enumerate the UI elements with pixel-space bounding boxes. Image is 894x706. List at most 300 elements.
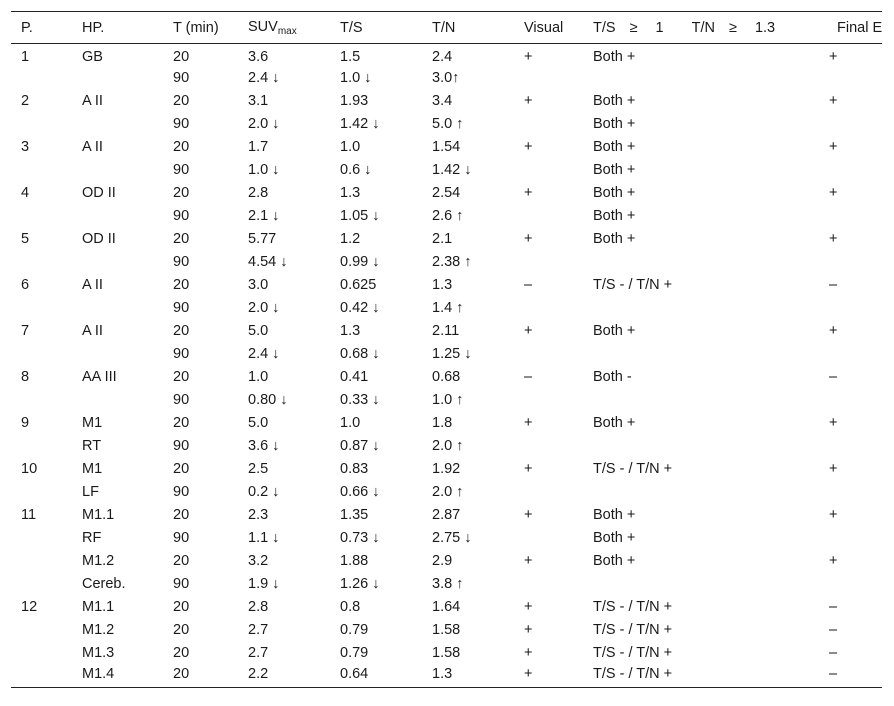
cell-visual — [514, 527, 583, 550]
cell-patient — [11, 343, 72, 366]
cell-criteria: Both + — [593, 231, 636, 247]
cell-criteria — [583, 481, 803, 504]
table-row — [11, 113, 882, 136]
cell-patient — [11, 619, 72, 642]
cell-suvmax: 2.4 ↓ — [248, 70, 280, 86]
cell-final-e — [803, 573, 882, 596]
cell-patient: 9 — [21, 415, 30, 431]
cell-visual: + — [524, 139, 533, 155]
table-row — [11, 550, 882, 573]
criteria-ge-symbol-1: ≥ — [629, 19, 638, 36]
table-row — [11, 389, 882, 412]
cell-patient: 6 — [21, 277, 30, 293]
cell-ts: 0.73 ↓ — [340, 530, 380, 546]
header-suv-main: SUV — [248, 18, 278, 35]
cell-visual: + — [524, 48, 533, 65]
cell-suvmax: 5.77 — [248, 231, 277, 247]
table-row — [11, 67, 882, 90]
cell-criteria: T/S - / T/N + — [593, 461, 673, 477]
cell-tn: 3.4 — [432, 93, 453, 109]
cell-time: 90 — [173, 162, 190, 178]
cell-final-e: – — [829, 277, 838, 293]
cell-ts: 0.6 ↓ — [340, 162, 372, 178]
cell-time: 20 — [173, 48, 190, 65]
cell-patient — [11, 573, 72, 596]
cell-final-e: + — [829, 231, 838, 247]
cell-histopathology: M1.1 — [82, 507, 115, 523]
table-row — [11, 435, 882, 458]
cell-visual — [514, 67, 583, 90]
cell-criteria: Both + — [593, 323, 636, 339]
cell-time: 20 — [173, 599, 190, 615]
cell-time: 20 — [173, 415, 190, 431]
cell-tn: 1.8 — [432, 415, 453, 431]
cell-final-e: – — [829, 622, 838, 638]
cell-histopathology: M1 — [82, 415, 103, 431]
cell-visual — [514, 435, 583, 458]
cell-ts: 0.68 ↓ — [340, 346, 380, 362]
cell-visual: + — [524, 553, 533, 569]
cell-suvmax: 2.3 — [248, 507, 269, 523]
cell-ts: 0.99 ↓ — [340, 254, 380, 270]
cell-histopathology: RT — [82, 438, 102, 454]
cell-final-e: + — [829, 93, 838, 109]
cell-histopathology — [72, 113, 163, 136]
cell-tn: 2.75 ↓ — [432, 530, 472, 546]
cell-histopathology: M1 — [82, 461, 103, 477]
cell-criteria — [583, 251, 803, 274]
header-histopathology: HP. — [72, 12, 163, 44]
cell-tn: 3.0↑ — [432, 70, 460, 86]
cell-histopathology: Cereb. — [82, 576, 126, 592]
cell-criteria — [583, 297, 803, 320]
cell-visual — [514, 573, 583, 596]
table-row — [11, 343, 882, 366]
cell-time: 20 — [173, 323, 190, 339]
cell-ts: 1.35 — [340, 507, 369, 523]
cell-time: 90 — [173, 208, 190, 224]
cell-visual — [514, 343, 583, 366]
cell-ts: 1.26 ↓ — [340, 576, 380, 592]
cell-ts: 1.5 — [340, 48, 361, 65]
criteria-threshold-1: 1 — [655, 19, 664, 36]
cell-tn: 2.87 — [432, 507, 461, 523]
cell-ts: 0.83 — [340, 461, 369, 477]
cell-final-e — [803, 297, 882, 320]
cell-patient: 8 — [21, 369, 30, 385]
cell-tn: 1.42 ↓ — [432, 162, 472, 178]
table-body — [11, 44, 882, 688]
cell-patient: 10 — [21, 461, 38, 477]
table-row — [11, 458, 882, 481]
table-row — [11, 228, 882, 251]
cell-visual — [514, 205, 583, 228]
table-row — [11, 90, 882, 113]
cell-visual: + — [524, 323, 533, 339]
cell-histopathology: M1.4 — [72, 665, 163, 688]
criteria-ge-symbol-2: ≥ — [728, 19, 737, 36]
cell-tn: 1.25 ↓ — [432, 346, 472, 362]
cell-time: 20 — [173, 507, 190, 523]
cell-patient: 7 — [21, 323, 30, 339]
cell-time: 90 — [173, 530, 190, 546]
cell-suvmax: 5.0 — [248, 415, 269, 431]
header-visual: Visual — [514, 12, 583, 44]
cell-visual — [514, 113, 583, 136]
cell-patient — [11, 159, 72, 182]
cell-tn: 1.58 — [432, 622, 461, 638]
cell-time: 90 — [173, 70, 190, 86]
criteria-ts-label: T/S — [593, 19, 616, 36]
cell-criteria: T/S - / T/N + — [593, 622, 673, 638]
cell-patient: 11 — [21, 507, 37, 523]
cell-histopathology: M1.2 — [82, 553, 115, 569]
cell-final-e: + — [829, 553, 838, 569]
cell-histopathology: M1.2 — [82, 622, 115, 638]
cell-final-e — [803, 343, 882, 366]
cell-ts: 0.64 — [330, 665, 422, 688]
cell-ts: 0.79 — [340, 622, 369, 638]
header-row — [11, 12, 882, 44]
cell-suvmax: 3.6 ↓ — [248, 438, 280, 454]
cell-suvmax: 3.2 — [248, 553, 269, 569]
cell-visual — [514, 159, 583, 182]
cell-histopathology — [72, 297, 163, 320]
cell-tn: 0.68 — [432, 369, 461, 385]
cell-tn: 2.38 ↑ — [432, 254, 472, 270]
cell-criteria — [583, 343, 803, 366]
table-row — [11, 182, 882, 205]
cell-visual — [514, 389, 583, 412]
cell-suvmax: 2.7 — [248, 622, 269, 638]
cell-criteria: Both + — [593, 48, 636, 65]
cell-criteria: Both - — [593, 369, 632, 385]
cell-suvmax: 4.54 ↓ — [248, 254, 288, 270]
cell-visual: + — [524, 599, 533, 615]
cell-time: 20 — [163, 665, 238, 688]
cell-ts: 1.0 — [340, 415, 361, 431]
cell-tn: 2.0 ↑ — [432, 438, 464, 454]
cell-suvmax: 3.1 — [248, 93, 269, 109]
cell-visual: + — [524, 231, 533, 247]
cell-patient — [11, 297, 72, 320]
cell-suvmax: 2.8 — [248, 599, 269, 615]
table-row — [11, 481, 882, 504]
cell-patient: 5 — [21, 231, 30, 247]
cell-visual: + — [524, 622, 533, 638]
cell-time: 20 — [173, 139, 190, 155]
cell-patient — [11, 435, 72, 458]
cell-suvmax: 2.1 ↓ — [248, 208, 280, 224]
table-row — [11, 527, 882, 550]
cell-histopathology — [72, 205, 163, 228]
cell-visual: – — [524, 277, 533, 293]
cell-histopathology: A II — [82, 277, 103, 293]
cell-histopathology: LF — [82, 484, 99, 500]
cell-suvmax: 3.0 — [248, 277, 269, 293]
cell-visual — [514, 481, 583, 504]
cell-final-e — [803, 389, 882, 412]
cell-patient: 12 — [21, 599, 38, 615]
table-row — [11, 274, 882, 297]
cell-criteria: Both + — [593, 116, 636, 132]
cell-final-e: + — [829, 507, 838, 523]
cell-final-e: + — [829, 415, 838, 431]
cell-histopathology: OD II — [82, 185, 116, 201]
cell-ts: 0.625 — [340, 277, 377, 293]
cell-final-e: + — [829, 323, 838, 339]
table-row — [11, 366, 882, 389]
cell-ts: 1.0 — [340, 139, 361, 155]
cell-criteria: Both + — [593, 507, 636, 523]
cell-tn: 1.0 ↑ — [432, 392, 464, 408]
cell-time: 90 — [173, 346, 190, 362]
cell-visual: + — [524, 507, 533, 523]
cell-patient — [11, 642, 72, 665]
cell-criteria: Both + — [593, 530, 636, 546]
cell-ts: 0.66 ↓ — [340, 484, 380, 500]
cell-criteria: Both + — [593, 93, 636, 109]
cell-time: 90 — [173, 484, 190, 500]
cell-criteria: T/S - / T/N + — [593, 599, 673, 615]
cell-suvmax: 2.0 ↓ — [248, 300, 280, 316]
cell-suvmax: 2.0 ↓ — [248, 116, 280, 132]
cell-patient: 1 — [21, 48, 30, 65]
cell-suvmax: 2.7 — [248, 645, 269, 661]
table-row — [11, 44, 882, 67]
cell-criteria: T/S - / T/N + — [583, 665, 803, 688]
cell-suvmax: 1.0 ↓ — [248, 162, 280, 178]
cell-criteria: Both + — [593, 185, 636, 201]
cell-criteria: Both + — [593, 139, 636, 155]
cell-time: 90 — [173, 300, 190, 316]
cell-patient — [11, 550, 72, 573]
cell-final-e — [803, 159, 882, 182]
cell-time: 20 — [173, 369, 190, 385]
cell-criteria — [583, 573, 803, 596]
cell-histopathology: M1.3 — [82, 645, 115, 661]
cell-histopathology: A II — [82, 139, 103, 155]
cell-patient — [11, 527, 72, 550]
cell-tn: 1.58 — [432, 645, 461, 661]
cell-histopathology: GB — [82, 48, 103, 65]
cell-tn: 1.54 — [432, 139, 461, 155]
cell-visual: + — [524, 93, 533, 109]
cell-time: 90 — [173, 392, 190, 408]
cell-final-e: – — [829, 645, 838, 661]
header-criteria — [583, 12, 803, 44]
cell-visual: + — [524, 415, 533, 431]
cell-time: 20 — [173, 553, 190, 569]
cell-time: 20 — [173, 645, 190, 661]
cell-criteria — [583, 435, 803, 458]
cell-ts: 0.42 ↓ — [340, 300, 380, 316]
cell-criteria: T/S - / T/N + — [593, 277, 673, 293]
cell-final-e: – — [803, 665, 882, 688]
header-suv-sub: max — [277, 25, 297, 37]
criteria-tn-label: T/N — [691, 19, 715, 36]
cell-suvmax: 1.7 — [248, 139, 269, 155]
cell-suvmax: 5.0 — [248, 323, 269, 339]
table-row — [11, 159, 882, 182]
cell-suvmax: 2.4 ↓ — [248, 346, 280, 362]
cell-suvmax: 1.0 — [248, 369, 269, 385]
cell-final-e — [803, 113, 882, 136]
header-time: T (min) — [163, 12, 238, 44]
cell-criteria: Both + — [593, 415, 636, 431]
cell-patient — [11, 67, 72, 90]
cell-tn: 2.6 ↑ — [432, 208, 464, 224]
table-row — [11, 412, 882, 435]
cell-ts: 1.2 — [340, 231, 361, 247]
cell-final-e — [803, 481, 882, 504]
cell-time: 20 — [173, 461, 190, 477]
cell-tn: 2.11 — [432, 323, 460, 339]
cell-tn: 1.92 — [432, 461, 461, 477]
header-final-e: Final E — [803, 12, 882, 44]
cell-ts: 0.87 ↓ — [340, 438, 380, 454]
header-tn: T/N — [422, 12, 514, 44]
cell-tn: 2.4 — [432, 48, 453, 65]
cell-tn: 2.54 — [432, 185, 461, 201]
cell-ts: 1.0 ↓ — [340, 70, 372, 86]
cell-ts: 0.8 — [340, 599, 361, 615]
cell-histopathology: A II — [82, 93, 103, 109]
cell-histopathology — [72, 251, 163, 274]
table-row — [11, 251, 882, 274]
table-row — [11, 642, 882, 665]
cell-time: 90 — [173, 116, 190, 132]
cell-suvmax: 1.9 ↓ — [248, 576, 280, 592]
cell-visual — [514, 251, 583, 274]
cell-visual: – — [524, 369, 533, 385]
cell-visual: + — [524, 185, 533, 201]
cell-tn: 2.9 — [432, 553, 453, 569]
cell-patient — [11, 205, 72, 228]
table-row — [11, 136, 882, 159]
table-row — [11, 573, 882, 596]
cell-time: 20 — [173, 622, 190, 638]
header-ts: T/S — [330, 12, 422, 44]
cell-ts: 1.3 — [340, 185, 361, 201]
header-suvmax — [238, 12, 330, 44]
cell-ts: 1.05 ↓ — [340, 208, 380, 224]
cell-ts: 1.88 — [340, 553, 369, 569]
cell-final-e: + — [829, 139, 838, 155]
cell-visual — [514, 297, 583, 320]
cell-time: 20 — [173, 231, 190, 247]
cell-tn: 1.3 — [432, 277, 453, 293]
cell-final-e: – — [829, 369, 838, 385]
cell-patient: 4 — [21, 185, 30, 201]
cell-patient: 2 — [21, 93, 30, 109]
cell-patient: 3 — [21, 139, 30, 155]
cell-patient — [11, 389, 72, 412]
cell-final-e: + — [829, 461, 838, 477]
cell-suvmax: 3.6 — [248, 48, 269, 65]
cell-tn: 2.0 ↑ — [432, 484, 464, 500]
cell-histopathology — [72, 67, 163, 90]
cell-final-e — [803, 67, 882, 90]
cell-histopathology: A II — [82, 323, 103, 339]
table-row — [11, 320, 882, 343]
cell-visual: + — [524, 461, 533, 477]
cell-tn: 1.4 ↑ — [432, 300, 464, 316]
cell-suvmax: 2.5 — [248, 461, 269, 477]
cell-final-e — [803, 205, 882, 228]
cell-time: 90 — [173, 576, 190, 592]
cell-patient — [11, 251, 72, 274]
cell-tn: 1.3 — [422, 665, 514, 688]
table-row — [11, 596, 882, 619]
cell-histopathology — [72, 159, 163, 182]
cell-ts: 0.41 — [340, 369, 369, 385]
cell-tn: 3.8 ↑ — [432, 576, 464, 592]
cell-final-e — [803, 251, 882, 274]
cell-time: 90 — [173, 438, 190, 454]
cell-patient — [11, 481, 72, 504]
cell-final-e — [803, 435, 882, 458]
cell-final-e — [803, 527, 882, 550]
cell-suvmax: 1.1 ↓ — [248, 530, 280, 546]
cell-ts: 0.33 ↓ — [340, 392, 380, 408]
table-row — [11, 665, 882, 688]
cell-histopathology: M1.1 — [82, 599, 115, 615]
cell-tn: 5.0 ↑ — [432, 116, 464, 132]
cell-criteria — [583, 389, 803, 412]
cell-time: 20 — [173, 93, 190, 109]
cell-histopathology — [72, 389, 163, 412]
cell-final-e: – — [829, 599, 838, 615]
cell-suvmax: 2.2 — [238, 665, 330, 688]
cell-suvmax: 0.80 ↓ — [248, 392, 288, 408]
cell-histopathology: RF — [82, 530, 102, 546]
cell-time: 20 — [173, 277, 190, 293]
cell-ts: 1.42 ↓ — [340, 116, 380, 132]
cell-patient — [11, 113, 72, 136]
cell-histopathology — [72, 343, 163, 366]
cell-ts: 0.79 — [340, 645, 369, 661]
table-row — [11, 504, 882, 527]
cell-final-e: + — [829, 185, 838, 201]
cell-suvmax: 2.8 — [248, 185, 269, 201]
header-patient: P. — [11, 12, 72, 44]
cell-criteria: Both + — [593, 208, 636, 224]
cell-visual: + — [524, 645, 533, 661]
cell-ts: 1.3 — [340, 323, 361, 339]
cell-histopathology: AA III — [82, 369, 117, 385]
cell-suvmax: 0.2 ↓ — [248, 484, 280, 500]
cell-histopathology: OD II — [82, 231, 116, 247]
cell-criteria: Both + — [593, 553, 636, 569]
cell-criteria: T/S - / T/N + — [593, 645, 673, 661]
table-row — [11, 619, 882, 642]
cell-final-e: + — [829, 48, 838, 65]
cell-time: 90 — [173, 254, 190, 270]
data-table — [11, 11, 882, 688]
cell-tn: 2.1 — [432, 231, 453, 247]
table-row — [11, 297, 882, 320]
cell-ts: 1.93 — [340, 93, 369, 109]
cell-criteria: Both + — [593, 162, 636, 178]
criteria-threshold-2: 1.3 — [754, 19, 776, 36]
cell-visual: + — [514, 665, 583, 688]
cell-patient — [11, 665, 72, 688]
table-row — [11, 205, 882, 228]
cell-criteria — [583, 67, 803, 90]
cell-tn: 1.64 — [432, 599, 461, 615]
cell-time: 20 — [173, 185, 190, 201]
